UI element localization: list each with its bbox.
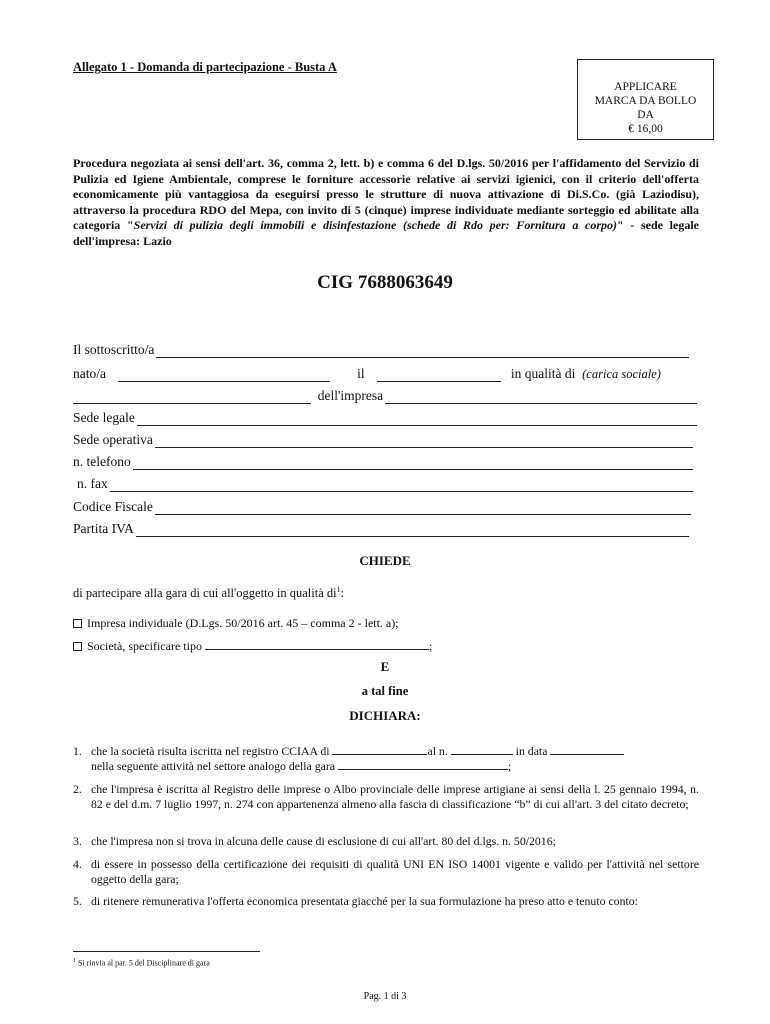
vat-line[interactable] <box>136 524 689 537</box>
operating-office-line[interactable] <box>155 435 693 448</box>
declaration-number: 5. <box>73 894 82 908</box>
attachment-title: Allegato 1 - Domanda di partecipazione - Busta A <box>73 60 337 74</box>
revenue-stamp-box <box>577 59 714 140</box>
cig-code: CIG 7688063649 <box>317 272 453 293</box>
request-intro-text: di partecipare alla gara di cui all'oggetto in qualità di <box>73 586 337 601</box>
registered-office-field[interactable] <box>73 408 697 426</box>
company-line[interactable] <box>385 391 697 404</box>
born-in-label: nato/a <box>73 366 106 381</box>
procedure-text-end: " - sede legale dell'impresa: Lazio <box>73 218 699 248</box>
vat-label: Partita IVA <box>73 521 134 536</box>
page-number: Pag. 1 di 3 <box>363 991 407 1002</box>
declaration-5-text: di ritenere remunerativa l'offerta economica presentata giacché per la sua formulazione ha preso atto e tenuto conto: <box>91 894 638 908</box>
fax-line[interactable] <box>110 479 693 492</box>
footnote-ref: 1 <box>336 585 341 594</box>
procedure-text-main: Procedura negoziata ai sensi dell'art. 36, comma 2, lett. b) e comma 6 del D.lgs. 50/2016 per l'affidamento del Servizio di Pulizia ed Igiene Ambientale, comprese le forniture accessorie relative ai servizi igienici, con il criterio dell'offerta economicamente più vantaggiosa da eseguirsi presso le strutture di nuova attivazione di Di.S.Co. (già Laziodisu), attraverso la procedura RDO del Mepa, con invito di 5 (cinque) imprese individuate mediante sorteggio ed abilitate alla categoria " <box>73 156 699 233</box>
option-company[interactable] <box>73 639 432 654</box>
vat-field[interactable] <box>73 519 689 537</box>
company-row[interactable] <box>73 386 697 404</box>
request-heading: CHIEDE <box>359 553 411 568</box>
procedure-category: Servizi di pulizia degli immobili e disinfestazione (schede di Rdo per: Fornitura a corpo) <box>133 218 617 233</box>
to-this-end-heading: a tal fine <box>361 684 409 698</box>
tax-code-field[interactable] <box>73 497 691 515</box>
birth-date-line[interactable] <box>377 369 501 382</box>
company-type-line[interactable] <box>205 639 429 650</box>
phone-line[interactable] <box>133 457 693 470</box>
stamp-line-4: € 16,00 <box>628 123 663 135</box>
declaration-number: 4. <box>73 857 82 871</box>
declaration-number: 2. <box>73 782 82 796</box>
undersigned-line[interactable] <box>156 345 689 358</box>
undersigned-label: Il sottoscritto/a <box>73 342 155 357</box>
operating-office-label: Sede operativa <box>73 432 153 447</box>
cciaa-number-line[interactable] <box>451 744 513 755</box>
role-hint: (carica sociale) <box>582 367 661 381</box>
role-label: in qualità di <box>510 366 576 381</box>
declaration-1-text-a: che la società risulta iscritta nel registro CCIAA di <box>91 744 330 758</box>
stamp-line-1: APPLICARE <box>614 81 677 93</box>
declaration-number: 3. <box>73 834 82 848</box>
fax-label: n. fax <box>77 476 108 491</box>
cciaa-date-line[interactable] <box>550 744 624 755</box>
tax-code-label: Codice Fiscale <box>73 499 153 514</box>
and-heading: E <box>380 659 390 674</box>
undersigned-field[interactable] <box>73 340 689 358</box>
stamp-line-2: MARCA DA BOLLO <box>594 95 697 107</box>
declaration-number: 1. <box>73 744 82 758</box>
activity-line[interactable] <box>338 759 508 770</box>
birthplace-line[interactable] <box>118 369 330 382</box>
declares-heading: DICHIARA: <box>349 708 421 723</box>
declaration-1 <box>73 744 699 774</box>
operating-office-field[interactable] <box>73 430 693 448</box>
declaration-2-text: che l'impresa è iscritta al Registro delle imprese o Albo provinciale delle imprese artigiane ai sensi della l. 25 gennaio 1994, n. 82 e del d.m. 7 luglio 1997, n. 274 con appartenenza almeno alla fascia di classificazione “b” di cui all'art. 3 del citato decreto; <box>91 782 699 811</box>
phone-label: n. telefono <box>73 454 131 469</box>
sole-proprietor-label: Impresa individuale (D.Lgs. 50/2016 art. 45 – comma 2 - lett. a); <box>87 616 399 630</box>
declaration-4-text: di essere in possesso della certificazione dei requisiti di qualità UNI EN ISO 14001 vigente e valido per l'attività nel settore oggetto della gara; <box>91 857 699 886</box>
declaration-4 <box>73 857 699 887</box>
declaration-2 <box>73 782 699 812</box>
sole-proprietor-checkbox[interactable] <box>73 619 82 628</box>
birth-date-label: il <box>357 366 365 381</box>
request-intro <box>73 585 344 601</box>
declaration-1-text-c: in data <box>515 744 548 758</box>
declaration-3-text: che l'impresa non si trova in alcuna delle cause di esclusione di cui all'art. 80 del d.lgs. n. 50/2016; <box>91 834 556 848</box>
registered-office-label: Sede legale <box>73 410 135 425</box>
phone-field[interactable] <box>73 452 693 470</box>
footnote <box>73 958 210 968</box>
footnote-divider <box>73 951 260 952</box>
footnote-text: Si rinvia al par. 5 del Disciplinare di gara <box>78 958 210 968</box>
declaration-5 <box>73 894 699 909</box>
of-company-label: dell'impresa <box>317 388 384 403</box>
cciaa-line[interactable] <box>332 744 427 755</box>
fax-field[interactable] <box>73 474 693 492</box>
role-line[interactable] <box>73 391 311 404</box>
procedure-description <box>73 156 699 250</box>
registered-office-line[interactable] <box>137 413 697 426</box>
birth-row[interactable] <box>73 364 697 382</box>
company-type-label: Società, specificare tipo <box>87 639 202 653</box>
declaration-1-text-d: nella seguente attività nel settore analogo della gara <box>91 759 336 773</box>
option-sole-proprietor[interactable] <box>73 616 399 631</box>
declaration-3 <box>73 834 699 849</box>
tax-code-line[interactable] <box>155 502 691 515</box>
request-intro-end: : <box>340 586 345 601</box>
declaration-1-text-e: ; <box>507 759 512 773</box>
stamp-line-3: DA <box>637 109 654 121</box>
company-type-suffix: ; <box>428 639 433 653</box>
footnote-mark: 1 <box>73 958 76 964</box>
declaration-1-text-b: al n. <box>427 744 448 758</box>
company-checkbox[interactable] <box>73 642 82 651</box>
